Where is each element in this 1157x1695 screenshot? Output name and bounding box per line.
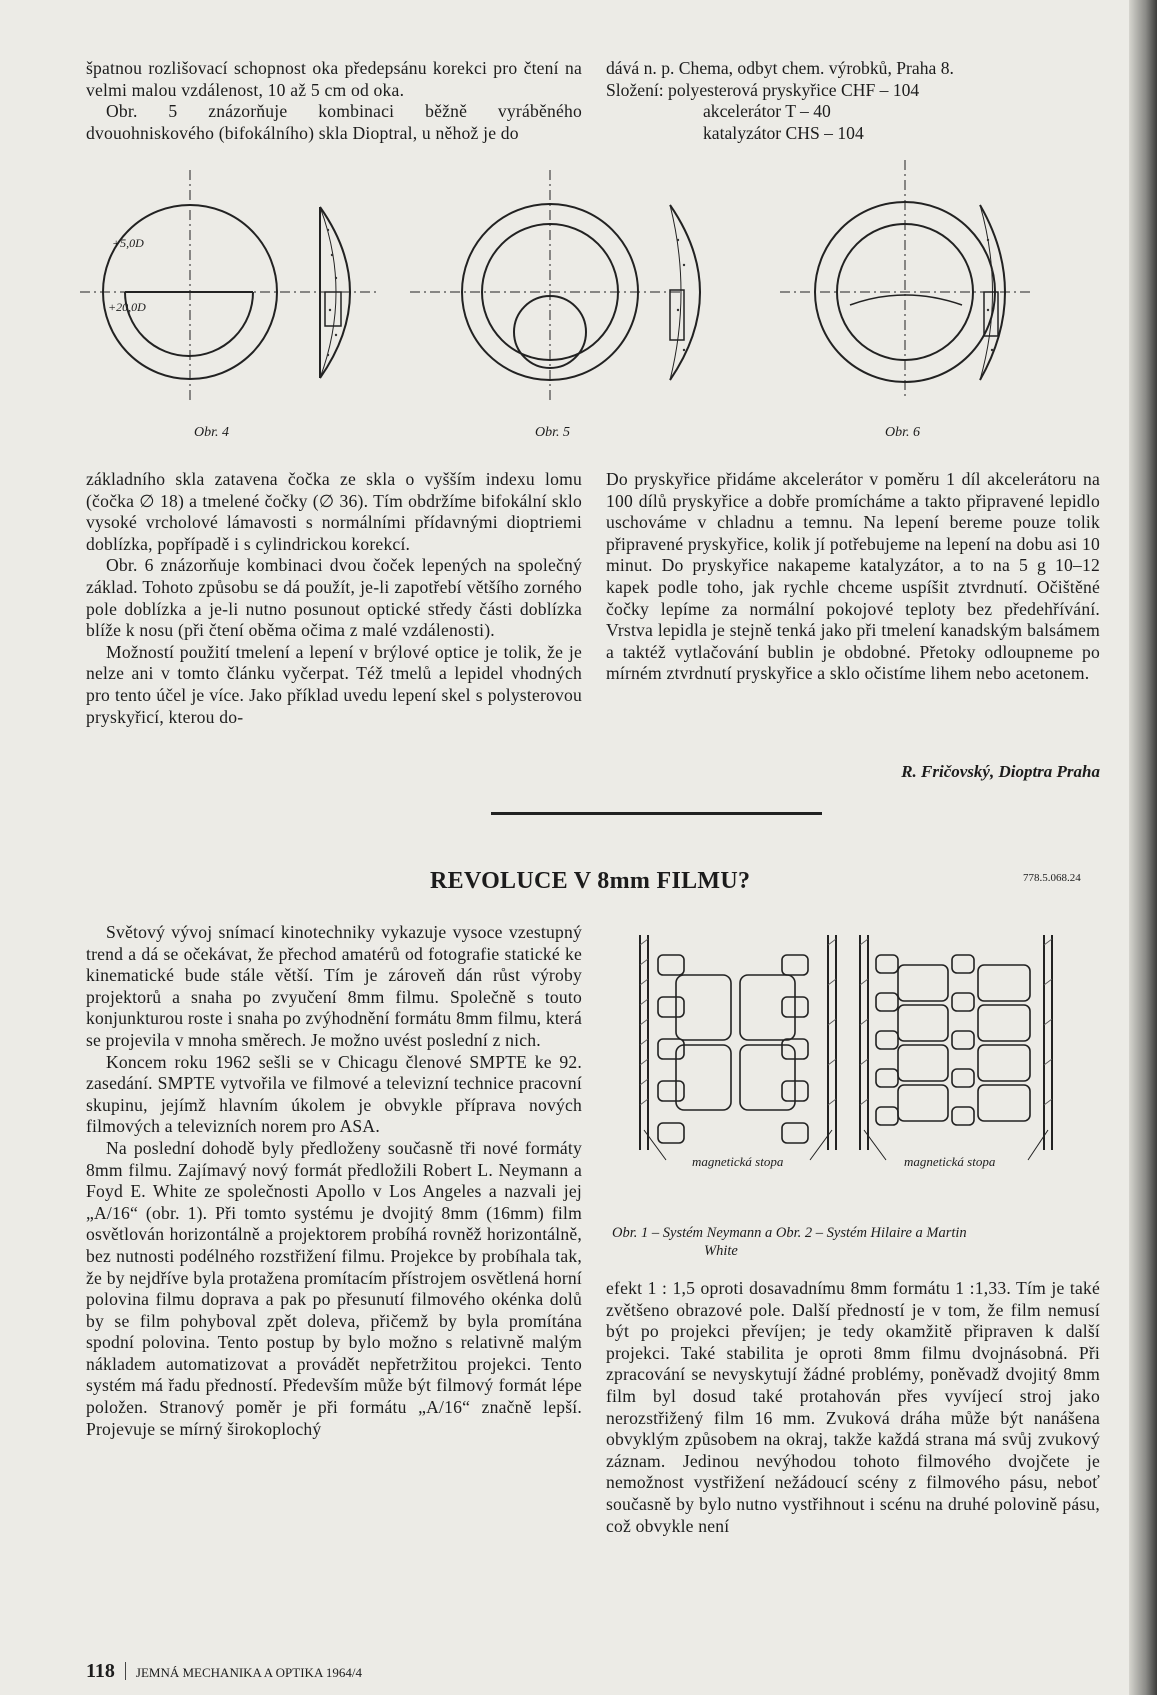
obr4-bottom-label: +20,0D bbox=[108, 300, 146, 314]
journal-name: JEMNÁ MECHANIKA A OPTIKA 1964/4 bbox=[135, 1665, 362, 1680]
section-divider bbox=[491, 812, 822, 815]
mid-left-column bbox=[86, 469, 582, 728]
paragraph: Koncem roku 1962 sešli se v Chicagu členové SMPTE ke 92. zasedání. SMPTE vytvořila ve filmové a televizní technice pracovní skupinu, jejímž hlavním úkolem je obvykle příprava nových filmových a televizních norem pro ASA. bbox=[86, 1051, 582, 1137]
ingredients-line: akcelerátor T – 40 bbox=[703, 101, 831, 122]
paragraph: Obr. 5 znázorňuje kombinaci běžně vyráběného dvouohniskového (bifokálního) skla Dioptral, u něhož je do bbox=[86, 101, 582, 143]
film-figure-caption bbox=[612, 1224, 1102, 1260]
obr6-diagram bbox=[780, 160, 1030, 400]
paragraph: Na poslední dohodě byly předloženy současně tři nové formáty 8mm filmu. Zajímavý nový formát předložili Robert L. Neymann a Foyd E. White ze společnosti Apollo v Los Angeles a nazvali jej „A/16“ (obr. 1). Při tomto systému je dvojitý 8mm (16mm) film osvětlován horizontálně a projektorem probíhá rovněž horizontálně, bez nutnosti podélného rozstřižení filmu. Projekce by probíhala tak, že by nejdříve byla protažena promítacím přístrojem osvětlená horní polovina filmu doprava a pak po přesunutí filmového okénka dolů by se film pohyboval zpět doleva, přičemž by byla promítána spodní polovina. Tento postup by bylo možno s relativně malým nákladem automatizovat a provádět nepřetržitou projekci. Tento systém má řadu předností. Především může být filmový formát lépe položen. Stranový poměr je při formátu „A/16“ značně lepší. Projevuje se mírný širokoplochý bbox=[86, 1137, 582, 1439]
paragraph: Světový vývoj snímací kinotechniky vykazuje vysoce vzestupný trend a dá se očekávat, že přechod amatérů od fotografie statické ke kinematické bude stále větší. Tím je zároveň dán růst výroby projektorů a snaha po zvyučení 8mm filmu. Společně s touto konjunkturou roste i snaha po zvýhodnění formátu 8mm filmu, která se projevila v mnoha směrech. Je možno uvést poslední z nich. bbox=[86, 922, 582, 1050]
obr5-diagram bbox=[410, 170, 700, 400]
page-footer bbox=[86, 1660, 362, 1683]
paragraph: efekt 1 : 1,5 oproti dosavadnímu 8mm formátu 1 :1,33. Tím je také zvětšeno obrazové pole. Další předností je v tom, že film nemusí být po projekci převíjen; je tedy okamžitě připraven k další projekci. Také stabilita je oproti 8mm filmu dvojnásobná. Při zpracování se nevyskytují žádné problémy, poněvadž dvojitý 8mm film byl dosud také protahován přes vyvíjecí stroj jako nerozstřižený film 16 mm. Zvuková dráha může být nanášena obvyklým způsobem na okraj, takže každá strana má svůj zvukový záznam. Jedinou nevýhodou tohoto filmového dvojčete je nemožnost vystřižení nežádoucí scény z filmového pásu, neboť současně by bylo nutno vystřihnout i scénu na druhé polovině pásu, což obvykle není bbox=[606, 1278, 1100, 1536]
film-caption-line: Obr. 1 – Systém Neymann a Obr. 2 – Systém Hilaire a Martin bbox=[612, 1225, 967, 1241]
film-format-figure bbox=[636, 935, 1056, 1175]
paragraph: Obr. 6 znázorňuje kombinaci dvou čoček lepených na společný základ. Tohoto způsobu se dá použít, je-li zapotřebí většího zorného pole doblízka a je-li nutno posunout optické středy části doblízka blíže k nosu (při čtení oběma očima z malé vzdálenosti). bbox=[86, 555, 582, 641]
film-caption-line: White bbox=[704, 1243, 738, 1259]
page-edge-shadow bbox=[1129, 0, 1157, 1695]
obr4-caption: Obr. 4 bbox=[194, 425, 230, 440]
obr6-caption: Obr. 6 bbox=[885, 425, 921, 440]
obr4-top-label: +5,0D bbox=[112, 236, 144, 250]
article-left-column bbox=[86, 922, 582, 1440]
ingredients-line: Složení: polyesterová pryskyřice CHF – 104 bbox=[606, 79, 920, 100]
mid-right-column bbox=[606, 469, 1100, 685]
magnetic-track-label-1: magnetická stopa bbox=[692, 1154, 784, 1169]
article-title: REVOLUCE V 8mm FILMU? bbox=[430, 868, 751, 894]
ingredients-line: dává n. p. Chema, odbyt chem. výrobků, Praha 8. bbox=[606, 58, 954, 78]
udc-code: 778.5.068.24 bbox=[1023, 872, 1081, 884]
page-number: 118 bbox=[86, 1660, 115, 1682]
footer-separator bbox=[125, 1662, 126, 1680]
obr5-caption: Obr. 5 bbox=[535, 425, 571, 440]
obr4-diagram bbox=[80, 170, 380, 400]
ingredients-line: katalyzátor CHS – 104 bbox=[703, 122, 864, 143]
lens-figures bbox=[80, 160, 1110, 460]
magnetic-track-label-2: magnetická stopa bbox=[904, 1154, 996, 1169]
article-right-column bbox=[606, 1278, 1100, 1537]
paragraph: základního skla zatavena čočka ze skla o vyšším indexu lomu (čočka ∅ 18) a tmelené čočky (∅ 36). Tím obdržíme bifokální sklo vysoké vrcholové lámavosti s normálními přídavnými dioptriemi doblízka, popřípadě i s cylindrickou korekcí. bbox=[86, 469, 582, 554]
top-left-column bbox=[86, 58, 582, 144]
paragraph: Možností použití tmelení a lepení v brýlové optice je tolik, že je nelze ani v tomto článku vyčerpat. Též tmelů a lepidel vhodných pro tento účel je více. Jako příklad uvedu lepení skel s polysterovou pryskyřicí, kterou do- bbox=[86, 641, 582, 727]
author-signature: R. Fričovský, Dioptra Praha bbox=[901, 762, 1100, 781]
paragraph: Do pryskyřice přidáme akcelerátor v poměru 1 díl akcelerátoru na 100 dílů pryskyřice a dobře promícháme a takto připravené lepidlo uschováme v chladnu a temnu. Na lepení bereme pouze tolik připravené pryskyřice, kolik jí potřebujeme na lepení na dobu asi 10 minut. Do pryskyřice nakapeme katalyzátor, a to na 5 g 10–12 kapek podle toho, jak rychle chceme uspíšit ztvrdnutí. Očištěné čočky lepíme za normální pokojové teploty bez předehřívání. Vrstva lepidla je stejně tenká jako při tmelení kanadským balsámem a taktéž vytlačování bublin je obdobné. Přetoky odloupneme po mírném ztvrdnutí pryskyřice a sklo očistíme lihem nebo acetonem. bbox=[606, 469, 1100, 684]
ingredients-list bbox=[606, 58, 954, 144]
paragraph: špatnou rozlišovací schopnost oka předepsánu korekci pro čtení na velmi malou vzdálenost, 10 až 5 cm od oka. bbox=[86, 58, 582, 100]
